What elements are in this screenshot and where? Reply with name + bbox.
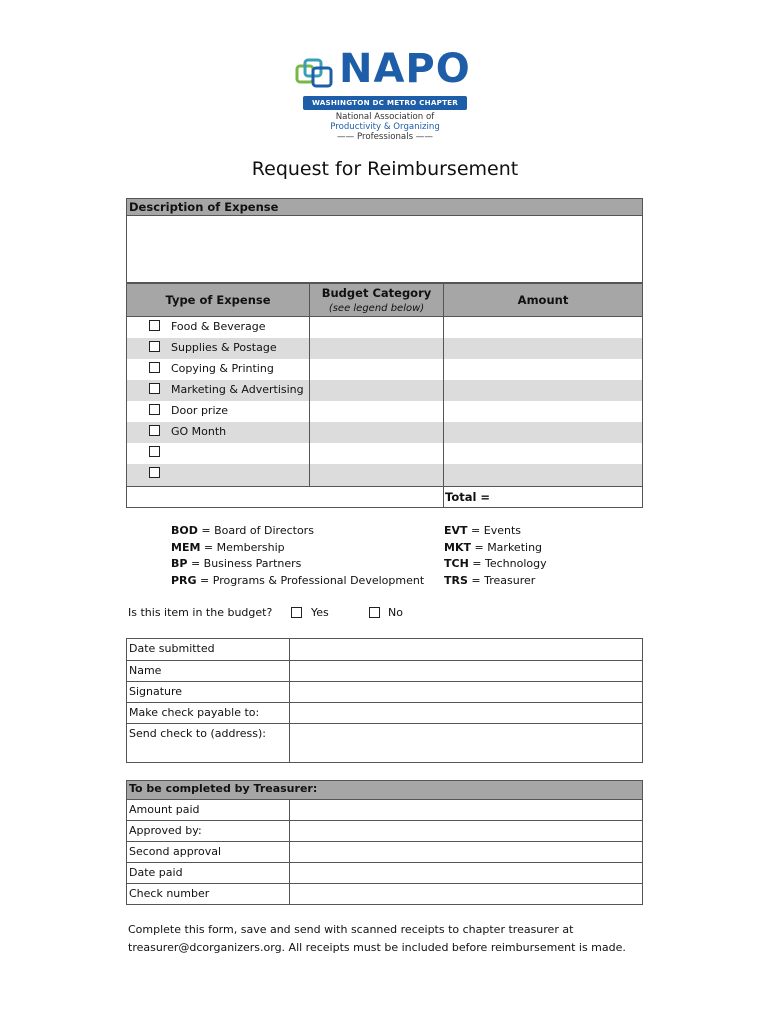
- budget-category-cell[interactable]: [309, 338, 443, 359]
- budget-yes-label: Yes: [311, 606, 329, 619]
- legend-code: TCH: [444, 557, 469, 570]
- field-label: Send check to (address):: [129, 727, 266, 740]
- treasurer-row: [127, 862, 642, 883]
- expense-checkbox[interactable]: [149, 467, 160, 478]
- legend-right: [444, 523, 547, 589]
- legend-code: BOD: [171, 524, 198, 537]
- logo-subtitle-line2: Productivity & Organizing: [330, 122, 440, 132]
- legend-text: = Programs & Professional Development: [196, 573, 425, 587]
- legend-item: [171, 556, 424, 573]
- legend-text: = Board of Directors: [197, 524, 314, 537]
- legend-item: [171, 540, 424, 557]
- amount-cell[interactable]: [443, 464, 642, 486]
- amount-cell[interactable]: [443, 317, 642, 338]
- date-paid-field[interactable]: [289, 863, 642, 883]
- expense-row: [126, 464, 643, 486]
- treasurer-row: [127, 799, 642, 820]
- expense-row: [126, 380, 643, 401]
- expense-type-label: Marketing & Advertising: [171, 383, 304, 396]
- amount-cell[interactable]: [443, 401, 642, 422]
- legend-item: [171, 573, 424, 590]
- expense-row: [126, 443, 643, 464]
- expense-type-label: Door prize: [171, 404, 229, 417]
- logo-subtitle-line3-text: Professionals: [356, 132, 414, 142]
- submitter-row: [127, 639, 642, 660]
- expense-type-label: Copying & Printing: [171, 362, 274, 375]
- approved-by-field[interactable]: [289, 821, 642, 841]
- amount-cell[interactable]: [443, 380, 642, 401]
- budget-category-cell[interactable]: [309, 359, 443, 380]
- submitter-row: [127, 723, 642, 762]
- expense-checkbox[interactable]: [149, 320, 160, 331]
- expense-checkbox[interactable]: [149, 425, 160, 436]
- legend-code: PRG: [171, 573, 197, 587]
- submitter-row: [127, 660, 642, 681]
- field-label: Name: [129, 664, 162, 677]
- budget-category-cell[interactable]: [309, 443, 443, 464]
- total-row: [126, 486, 643, 508]
- budget-no-label: No: [388, 606, 403, 619]
- budget-no-checkbox[interactable]: [369, 607, 380, 618]
- submitter-row: [127, 681, 642, 702]
- napo-logo: [295, 46, 475, 144]
- col-budget-note: (see legend below): [328, 303, 425, 314]
- description-header: Description of Expense: [126, 198, 643, 216]
- expense-checkbox[interactable]: [149, 446, 160, 457]
- legend-text: = Business Partners: [187, 557, 302, 570]
- expense-table-header: [126, 283, 643, 317]
- col-amount: Amount: [517, 293, 569, 307]
- page-title: Request for Reimbursement: [251, 158, 519, 180]
- budget-category-cell[interactable]: [309, 317, 443, 338]
- expense-row: [126, 338, 643, 359]
- field-label: Second approval: [129, 845, 222, 858]
- legend-item: [444, 573, 547, 590]
- logo-chapter-band: WASHINGTON DC METRO CHAPTER: [303, 96, 467, 110]
- second-approval-field[interactable]: [289, 842, 642, 862]
- napo-logo-mark-icon: [295, 56, 337, 92]
- col-budget-category-label: Budget Category: [321, 286, 432, 300]
- expense-row: [126, 359, 643, 380]
- budget-category-cell[interactable]: [309, 422, 443, 443]
- field-label: Signature: [129, 685, 183, 698]
- amount-cell[interactable]: [443, 359, 642, 380]
- treasurer-table: [126, 780, 643, 905]
- total-divider: [443, 487, 444, 507]
- expense-type-label: Supplies & Postage: [171, 341, 277, 354]
- treasurer-header-label: To be completed by Treasurer:: [129, 782, 318, 795]
- amount-paid-field[interactable]: [289, 800, 642, 820]
- field-label: Date submitted: [129, 642, 215, 655]
- legend-item: [444, 556, 547, 573]
- expense-row: [126, 422, 643, 443]
- address-field[interactable]: [289, 724, 642, 762]
- amount-cell[interactable]: [443, 422, 642, 443]
- legend-code: MKT: [444, 540, 471, 554]
- budget-yes-checkbox[interactable]: [291, 607, 302, 618]
- budget-question: Is this item in the budget?: [128, 606, 273, 619]
- legend-item: [444, 540, 547, 557]
- field-label: Amount paid: [129, 803, 200, 816]
- col-budget-category: [310, 284, 443, 316]
- expense-row: [126, 317, 643, 338]
- check-number-field[interactable]: [289, 884, 642, 904]
- treasurer-row: [127, 883, 642, 904]
- legend-text: = Membership: [200, 540, 285, 554]
- total-label: Total =: [445, 490, 491, 504]
- legend-item: [444, 523, 547, 540]
- expense-checkbox[interactable]: [149, 383, 160, 394]
- description-input-area[interactable]: [126, 216, 643, 283]
- legend-code: MEM: [171, 540, 201, 554]
- col-type-of-expense: Type of Expense: [165, 293, 271, 307]
- field-label: Date paid: [129, 866, 183, 879]
- legend-code: BP: [171, 557, 188, 570]
- legend-left: [171, 523, 424, 589]
- expense-row: [126, 401, 643, 422]
- date-submitted-field[interactable]: [289, 639, 642, 660]
- treasurer-row: [127, 820, 642, 841]
- legend-code: TRS: [444, 573, 468, 587]
- footer-line1: Complete this form, save and send with scanned receipts to chapter treasurer at: [128, 923, 574, 936]
- field-label: Check number: [129, 887, 210, 900]
- submitter-row: [127, 702, 642, 723]
- budget-category-cell[interactable]: [309, 464, 443, 486]
- legend-text: = Events: [467, 524, 521, 537]
- submitter-table: [126, 638, 643, 763]
- legend-item: [171, 523, 424, 540]
- legend-text: = Technology: [468, 557, 547, 570]
- payable-to-field[interactable]: [289, 703, 642, 723]
- logo-subtitle: [323, 112, 447, 142]
- expense-type-label: GO Month: [171, 425, 227, 438]
- logo-wordmark: NAPO: [339, 46, 471, 92]
- expense-checkbox[interactable]: [149, 341, 160, 352]
- legend-text: = Marketing: [470, 540, 543, 554]
- footer-line2: treasurer@dcorganizers.org. All receipts must be included before reimbursement is made.: [128, 941, 626, 954]
- amount-cell[interactable]: [443, 443, 642, 464]
- footer-instructions: [128, 921, 648, 957]
- signature-field[interactable]: [289, 682, 642, 702]
- budget-category-cell[interactable]: [309, 401, 443, 422]
- legend-text: = Treasurer: [467, 573, 536, 587]
- logo-subtitle-line1: National Association of: [335, 112, 435, 122]
- expense-checkbox[interactable]: [149, 404, 160, 415]
- field-label: Approved by:: [129, 824, 202, 837]
- field-label: Make check payable to:: [129, 706, 260, 719]
- legend-code: EVT: [444, 524, 468, 537]
- expense-type-label: Food & Beverage: [171, 320, 266, 333]
- amount-cell[interactable]: [443, 338, 642, 359]
- budget-category-cell[interactable]: [309, 380, 443, 401]
- name-field[interactable]: [289, 661, 642, 681]
- logo-subtitle-line3: —— Professionals ——: [337, 132, 433, 142]
- expense-checkbox[interactable]: [149, 362, 160, 373]
- treasurer-row: [127, 841, 642, 862]
- treasurer-header: [127, 781, 642, 799]
